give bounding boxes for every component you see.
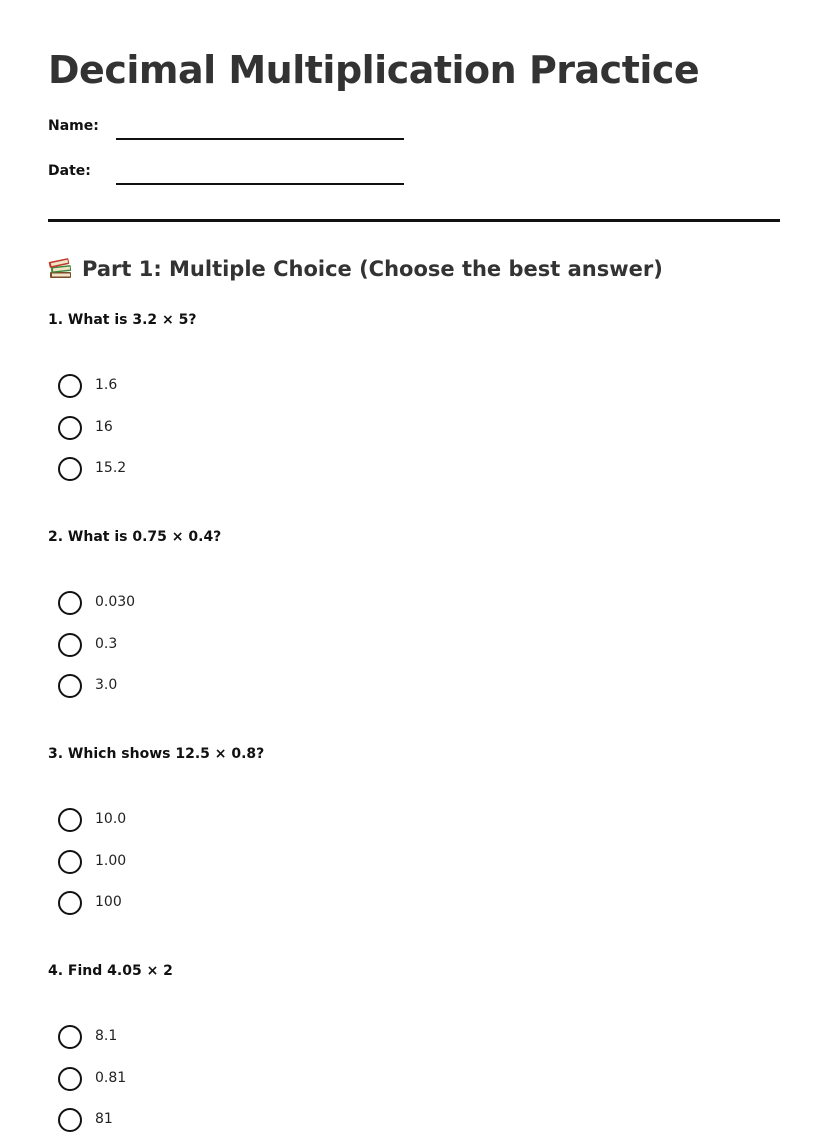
question-text: 2. What is 0.75 × 0.4? [48, 529, 222, 545]
radio-button[interactable] [58, 416, 82, 440]
option-2a[interactable] [58, 591, 358, 617]
option-1a[interactable] [58, 374, 358, 400]
radio-button[interactable] [58, 891, 82, 915]
radio-button[interactable] [58, 850, 82, 874]
option-label: 15.2 [95, 460, 127, 476]
option-3b[interactable] [58, 850, 358, 876]
option-label: 1.00 [95, 853, 127, 869]
option-1b[interactable] [58, 416, 358, 442]
option-4c[interactable] [58, 1108, 358, 1134]
option-2c[interactable] [58, 674, 358, 700]
option-4a[interactable] [58, 1025, 358, 1051]
radio-button[interactable] [58, 674, 82, 698]
date-input[interactable] [116, 183, 404, 185]
radio-button[interactable] [58, 633, 82, 657]
question-text: 1. What is 3.2 × 5? [48, 312, 197, 328]
option-label: 3.0 [95, 677, 118, 693]
option-4b[interactable] [58, 1067, 358, 1093]
name-label: Name: [48, 118, 99, 134]
option-label: 0.030 [95, 594, 136, 610]
option-label: 81 [95, 1111, 113, 1127]
date-field-row [48, 163, 408, 187]
question-3 [48, 746, 748, 910]
question-text: 3. Which shows 12.5 × 0.8? [48, 746, 265, 762]
option-2b[interactable] [58, 633, 358, 659]
section-heading [48, 257, 663, 281]
option-label: 0.81 [95, 1070, 127, 1086]
name-input[interactable] [116, 138, 404, 140]
books-icon [48, 257, 74, 279]
question-4 [48, 963, 748, 1127]
page-title: Decimal Multiplication Practice [48, 48, 700, 92]
radio-button[interactable] [58, 374, 82, 398]
option-label: 10.0 [95, 811, 127, 827]
radio-button[interactable] [58, 457, 82, 481]
option-label: 8.1 [95, 1028, 118, 1044]
radio-button[interactable] [58, 1025, 82, 1049]
radio-button[interactable] [58, 591, 82, 615]
section-divider [48, 219, 780, 222]
option-label: 0.3 [95, 636, 118, 652]
option-label: 1.6 [95, 377, 118, 393]
option-label: 100 [95, 894, 122, 910]
option-3a[interactable] [58, 808, 358, 834]
section-title: Part 1: Multiple Choice (Choose the best answer) [82, 257, 663, 281]
question-2 [48, 529, 748, 693]
radio-button[interactable] [58, 1067, 82, 1091]
name-field-row [48, 118, 408, 142]
question-1 [48, 312, 748, 476]
option-label: 16 [95, 419, 113, 435]
question-text: 4. Find 4.05 × 2 [48, 963, 173, 979]
date-label: Date: [48, 163, 91, 179]
radio-button[interactable] [58, 808, 82, 832]
radio-button[interactable] [58, 1108, 82, 1132]
option-3c[interactable] [58, 891, 358, 917]
option-1c[interactable] [58, 457, 358, 483]
